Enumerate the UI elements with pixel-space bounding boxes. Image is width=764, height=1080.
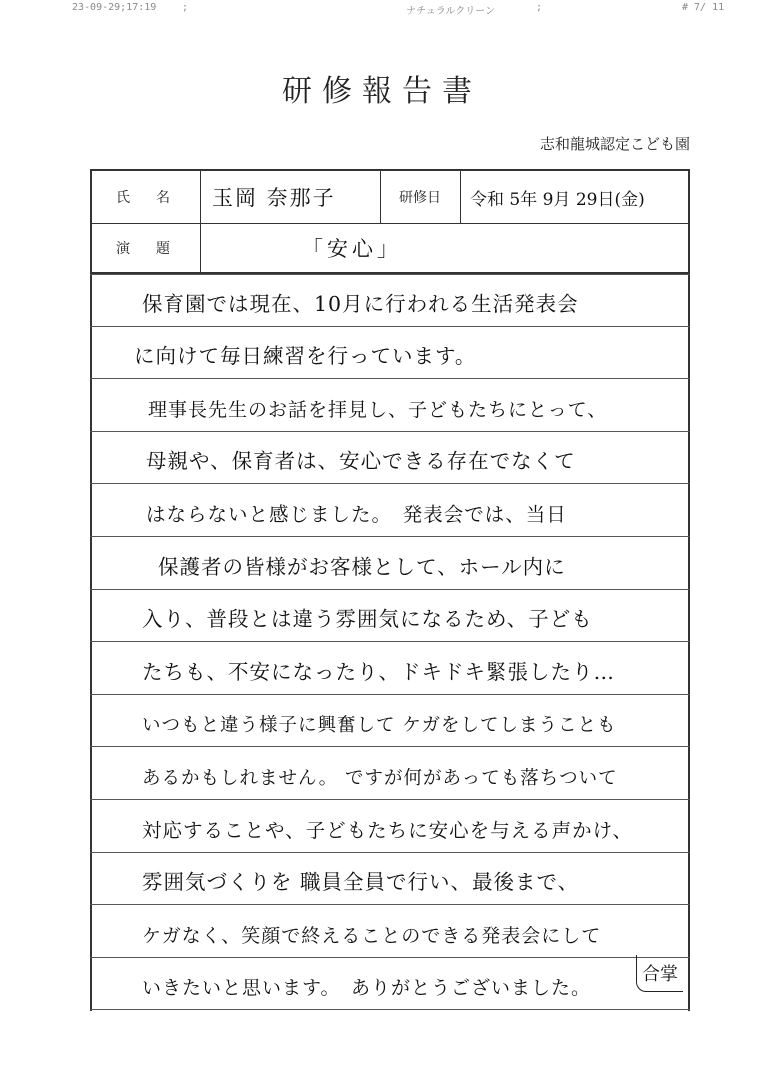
date-value: 令和 5年 9月 29日(金)	[470, 189, 645, 210]
report-line: に向けて毎日練習を行っています。	[134, 344, 477, 369]
closing-signature: 合掌	[636, 955, 683, 992]
table-divider	[200, 171, 201, 272]
fax-sender-name: ナチュラルクリーン	[406, 6, 495, 17]
ruled-line	[90, 432, 690, 485]
ruled-line	[90, 379, 690, 432]
date-label: 研修日	[399, 190, 441, 206]
ruled-line	[90, 853, 690, 906]
report-line: たちも、不安になったり、ドキドキ緊張したり…	[142, 659, 615, 684]
fax-timestamp: 23-09-29;17:19	[72, 2, 157, 13]
ruled-line	[90, 958, 690, 1011]
name-value: 玉岡 奈那子	[212, 186, 336, 210]
report-line: 対応することや、子どもたちに安心を与える声かけ、	[142, 818, 633, 842]
report-header-table	[90, 169, 690, 274]
fax-page-number: # 7/ 11	[682, 2, 725, 13]
ruled-line	[90, 800, 690, 853]
report-line: いきたいと思います。 ありがとうございました。	[142, 977, 591, 1000]
ruled-line	[90, 747, 690, 800]
ruled-line	[90, 590, 690, 643]
report-line: はならないと感じました。 発表会では、当日	[146, 502, 567, 526]
report-line: 母親や、保育者は、安心できる存在でなくて	[146, 449, 576, 474]
table-divider	[460, 171, 461, 223]
organization-name: 志和龍城認定こども園	[539, 135, 690, 153]
report-line: ケガなく、笑顔で終えることのできる発表会にして	[142, 924, 602, 947]
ruled-line	[90, 484, 690, 537]
ruled-line	[90, 642, 690, 695]
ruled-line	[90, 695, 690, 748]
document-title: 研修報告書	[282, 74, 482, 109]
report-line: あるかもしれません。 ですが何があっても落ちついて	[142, 767, 618, 789]
report-line: 保護者の皆様がお客様として、ホール内に	[158, 554, 566, 579]
ruled-line	[90, 905, 690, 958]
topic-value: 「安心」	[302, 237, 402, 261]
ruled-line	[90, 327, 690, 380]
ruled-line	[90, 274, 690, 327]
fax-separator: ;	[182, 2, 189, 13]
fax-transmission-header	[0, 2, 764, 16]
ruled-line	[90, 537, 690, 590]
report-line: いつもと違う様子に興奮して ケガをしてしまうことも	[142, 715, 617, 737]
report-line: 理事長先生のお話を拝見し、子どもたちにとって、	[148, 398, 608, 421]
fax-separator: ;	[536, 2, 543, 13]
report-body	[90, 274, 690, 1010]
report-line: 保育園では現在、10月に行われる生活発表会	[142, 291, 579, 316]
name-label: 氏 名	[116, 190, 176, 206]
report-line: 入り、普段とは違う雰囲気になるため、子ども	[142, 607, 593, 632]
report-line: 雰囲気づくりを 職員全員で行い、最後まで、	[142, 870, 580, 895]
topic-label: 演 題	[116, 241, 176, 257]
